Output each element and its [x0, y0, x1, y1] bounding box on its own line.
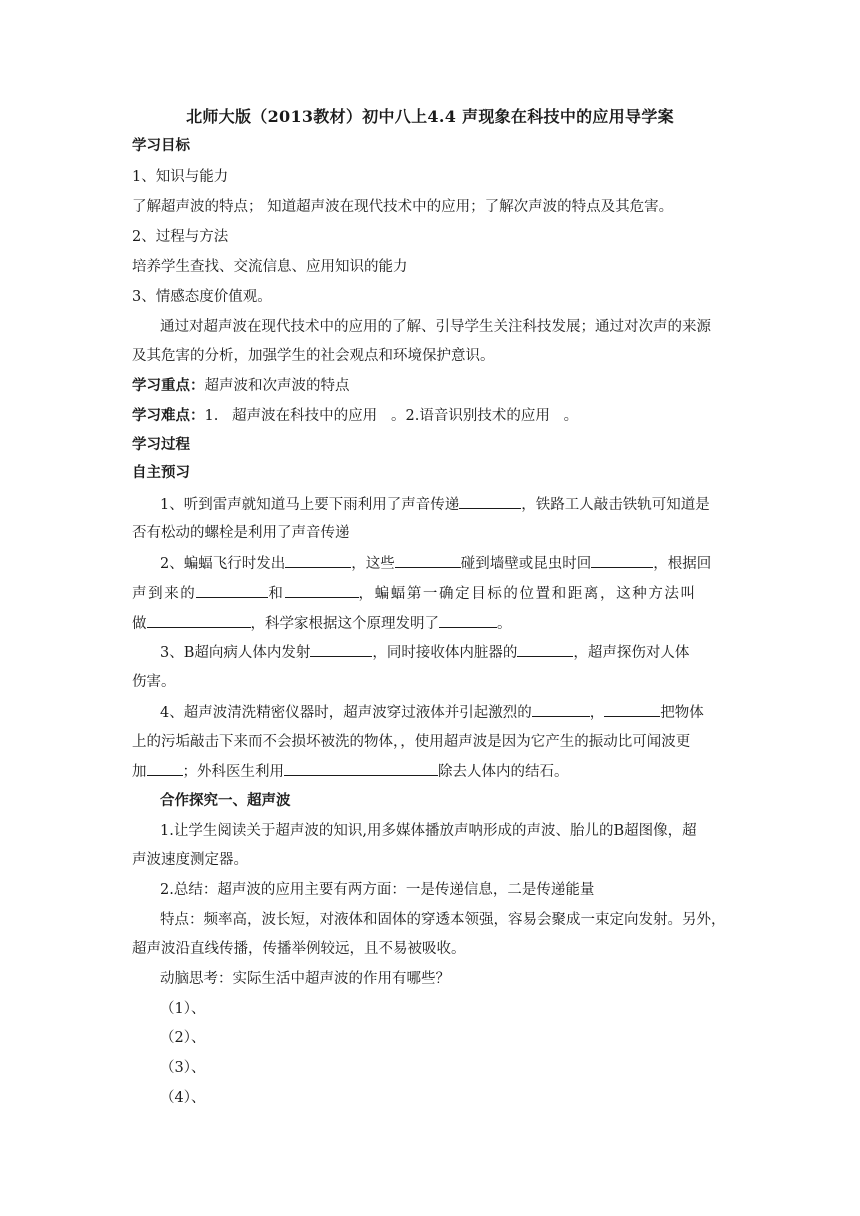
answer-blank[interactable] — [310, 641, 372, 657]
q3-text-a: 3、B超向病人体内发射 — [160, 645, 311, 661]
q1-text-c: 否有松动的螺栓是利用了声音传递 — [132, 525, 350, 541]
answer-blank[interactable] — [147, 612, 251, 628]
q4-text-a: 4、超声波清洗精密仪器时，超声波穿过液体并引起激烈的 — [160, 705, 532, 721]
question-2-line2 — [132, 582, 697, 605]
answer-blank[interactable] — [604, 701, 660, 717]
key-points — [132, 375, 350, 397]
answer-blank[interactable] — [395, 552, 461, 568]
q2-text-f: 和 — [268, 586, 285, 602]
think-prompt: 动脑思考：实际生活中超声波的作用有哪些？ — [160, 971, 450, 987]
answer-blank[interactable] — [517, 641, 573, 657]
coop-p1-line2: 声波速度测定器。 — [132, 852, 248, 868]
answer-blank[interactable] — [285, 552, 351, 568]
q2-text-d: ，根据回 — [653, 556, 712, 572]
coop-p2: 2.总结：超声波的应用主要有两方面：一是传递信息，二是传递能量 — [160, 882, 595, 898]
think-item-1: （1）、 — [160, 1001, 206, 1017]
think-item-3: （3）、 — [160, 1060, 206, 1076]
answer-blank[interactable] — [591, 552, 653, 568]
question-4-line1 — [160, 701, 704, 724]
key-points-text: 超声波和次声波的特点 — [204, 378, 350, 394]
difficult-points — [132, 405, 578, 427]
question-4-line3 — [132, 760, 569, 783]
question-2-line3 — [132, 612, 512, 635]
answer-blank[interactable] — [532, 701, 590, 717]
q1-text-b: ，铁路工人敲击铁轨可知道是 — [521, 497, 710, 513]
q4-text-b: ， — [589, 705, 605, 721]
q3-text-d: 伤害。 — [132, 674, 176, 690]
goal-3-heading: 3、情感态度价值观。 — [132, 289, 272, 305]
q2-text-g: ，蝙蝠第一确定目标的位置和距离，这种方法叫 — [358, 586, 697, 602]
q4-text-c: 把物体 — [660, 705, 704, 721]
key-points-label: 学习重点： — [132, 377, 205, 394]
question-1-line1 — [160, 493, 710, 516]
answer-blank[interactable] — [196, 582, 268, 598]
goal-3-text-line2: 及其危害的分析，加强学生的社会观点和环境保护意识。 — [132, 348, 495, 364]
question-4-line2 — [132, 731, 690, 753]
preview-heading: 自主预习 — [132, 464, 190, 481]
q2-text-j: 。 — [497, 616, 512, 632]
document-title: 北师大版（2013教材）初中八上4.4 声现象在科技中的应用导学案 — [186, 107, 674, 126]
q4-text-f: ；外科医生利用 — [182, 764, 284, 780]
process-heading: 学习过程 — [132, 436, 190, 453]
coop-p1-line1: 1.让学生阅读关于超声波的知识,用多媒体播放声呐形成的声波、胎儿的B超图像，超 — [160, 823, 697, 839]
q2-text-c: 碰到墙壁或昆虫时回 — [460, 556, 592, 572]
question-2-line1 — [160, 552, 711, 575]
coop-p3-line1: 特点：频率高，波长短，对液体和固体的穿透本领强，容易会聚成一束定向发射。另外， — [160, 912, 726, 928]
think-item-4: （4）、 — [160, 1090, 206, 1106]
goal-1-heading: 1、知识与能力 — [132, 169, 229, 185]
q3-text-c: ，超声探伤对人体 — [573, 645, 690, 661]
goal-1-text: 了解超声波的特点； 知道超声波在现代技术中的应用；了解次声波的特点及其危害。 — [132, 199, 674, 215]
difficult-points-label: 学习难点： — [132, 407, 205, 424]
q2-text-h: 做 — [132, 616, 147, 632]
q2-text-i: ，科学家根据这个原理发明了 — [250, 616, 439, 632]
coop-heading: 合作探究一、超声波 — [160, 792, 291, 809]
question-3-line2 — [132, 671, 176, 693]
goal-2-heading: 2、过程与方法 — [132, 229, 229, 245]
q4-text-g: 除去人体内的结石。 — [438, 764, 569, 780]
q3-text-b: ，同时接收体内脏器的 — [372, 645, 518, 661]
answer-blank[interactable] — [285, 582, 359, 598]
q2-text-a: 2、蝙蝠飞行时发出 — [160, 556, 286, 572]
q1-text-a: 1、听到雷声就知道马上要下雨利用了声音传递 — [160, 497, 460, 513]
difficult-points-text: 1. 超声波在科技中的应用 。2.语音识别技术的应用 。 — [204, 408, 579, 424]
q2-text-e: 声到来的 — [132, 586, 197, 602]
goals-heading: 学习目标 — [132, 137, 190, 154]
answer-blank[interactable] — [439, 612, 497, 628]
question-3-line1 — [160, 641, 689, 664]
goal-3-text-line1: 通过对超声波在现代技术中的应用的了解、引导学生关注科技发展；通过对次声的来源 — [160, 319, 711, 335]
q4-text-e: 加 — [132, 764, 147, 780]
q2-text-b: ，这些 — [351, 556, 395, 572]
answer-blank[interactable] — [459, 493, 521, 509]
answer-blank[interactable] — [147, 760, 183, 776]
q4-text-d: 上的污垢敲击下来而不会损坏被洗的物体，，使用超声波是因为它产生的振动比可闻波更 — [132, 734, 691, 750]
answer-blank[interactable] — [284, 760, 438, 776]
question-1-line2 — [132, 522, 350, 544]
goal-2-text: 培养学生查找、交流信息、应用知识的能力 — [132, 259, 408, 275]
coop-p3-line2: 超声波沿直线传播，传播举例较远，且不易被吸收。 — [132, 941, 466, 957]
think-item-2: （2）、 — [160, 1030, 206, 1046]
